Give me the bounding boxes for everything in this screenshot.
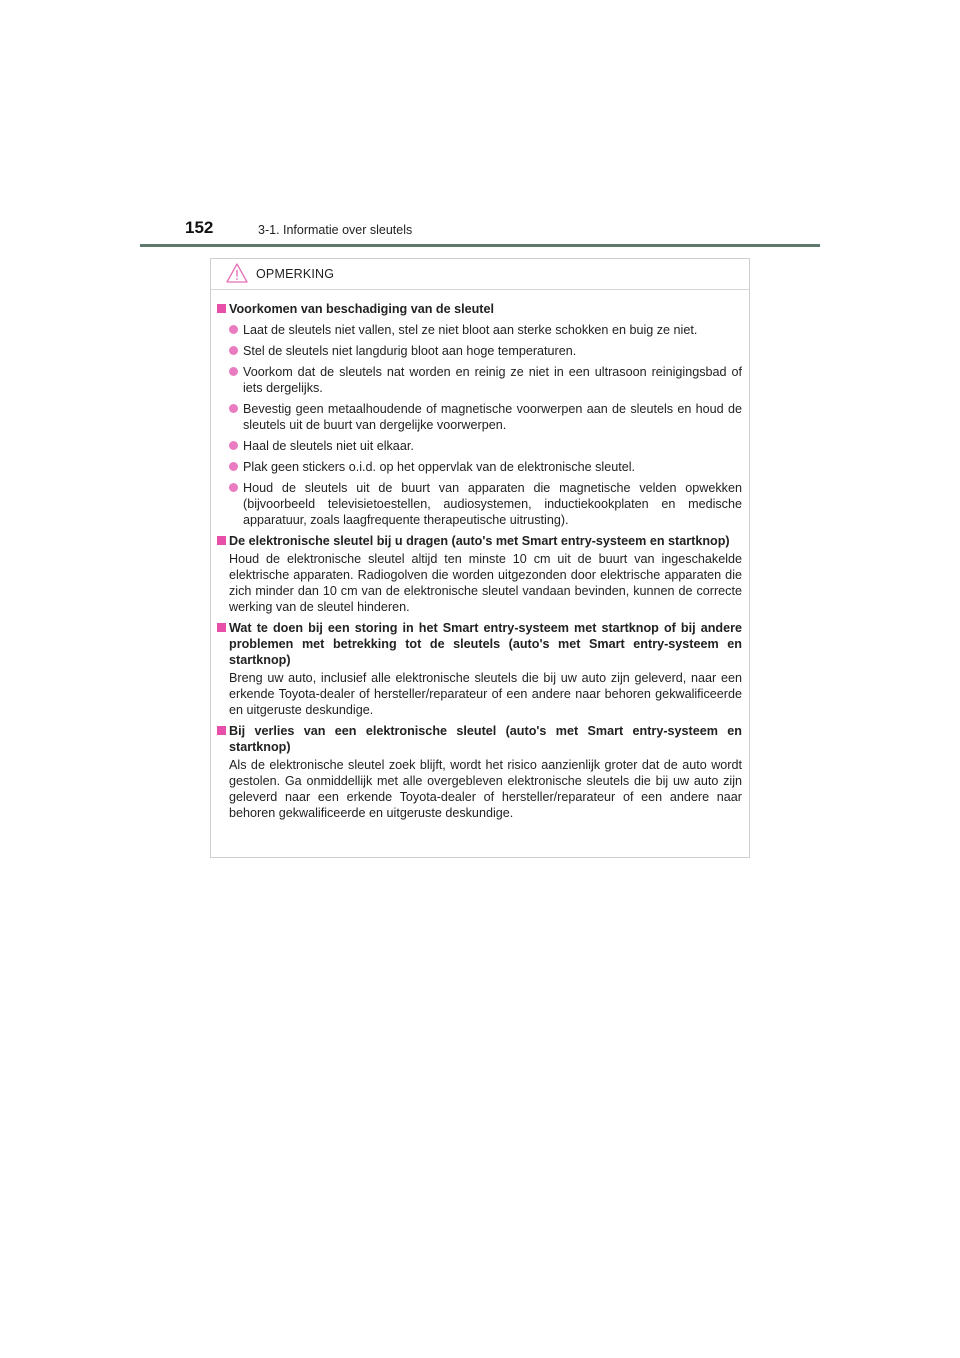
list-item: Plak geen stickers o.i.d. op het oppervlak van de elektronische sleutel. bbox=[229, 459, 742, 475]
dot-bullet-icon bbox=[229, 483, 238, 492]
square-bullet-icon bbox=[217, 304, 226, 313]
section-text: Breng uw auto, inclusief alle elektronische sleutels die bij uw auto zijn geleverd, naar een erkende Toyota-dealer of hersteller/reparateur of een andere naar behoren gekwalificeerde en uitgeruste deskundige. bbox=[229, 671, 742, 717]
dot-bullet-icon bbox=[229, 346, 238, 355]
dot-bullet-icon bbox=[229, 367, 238, 376]
header-rule bbox=[140, 244, 820, 247]
section-heading: Voorkomen van beschadiging van de sleutel bbox=[229, 302, 495, 316]
list-item: Haal de sleutels niet uit elkaar. bbox=[229, 438, 742, 454]
square-bullet-icon bbox=[217, 726, 226, 735]
square-bullet-icon bbox=[217, 536, 226, 545]
dot-bullet-icon bbox=[229, 325, 238, 334]
notice-content bbox=[211, 290, 749, 821]
notice-header bbox=[211, 259, 749, 290]
list-item: Voorkom dat de sleutels nat worden en reinig ze niet in een ultrasoon reinigingsbad of iets dergelijks. bbox=[229, 364, 742, 396]
dot-bullet-icon bbox=[229, 441, 238, 450]
dot-bullet-icon bbox=[229, 404, 238, 413]
section-text: Als de elektronische sleutel zoek blijft, wordt het risico aanzienlijk groter dat de auto wordt gestolen. Ga onmiddellijk met alle overgebleven elektronische sleutels die bij uw auto zijn geleverd naar een erkende Toyota-dealer of hersteller/reparateur of een andere naar behoren gekwalificeerde en uitgeruste deskundige. bbox=[229, 758, 742, 820]
section-title: 3-1. Informatie over sleutels bbox=[258, 223, 413, 237]
section-text: Houd de elektronische sleutel altijd ten minste 10 cm uit de buurt van ingeschakelde elektrische apparaten. Radiogolven die worden uitgezonden door elektrische apparaten die zich minder dan 10 cm van de elektronische sleutel vandaan bevinden, kunnen de correcte werking van de sleutel hinderen. bbox=[229, 552, 742, 614]
notice-section bbox=[217, 723, 742, 821]
list-item: Bevestig geen metaalhoudende of magnetische voorwerpen aan de sleutels en houd de sleutels uit de buurt van dergelijke voorwerpen. bbox=[229, 401, 742, 433]
page-header bbox=[140, 214, 820, 246]
square-bullet-icon bbox=[217, 623, 226, 632]
list-item: Laat de sleutels niet vallen, stel ze niet bloot aan sterke schokken en buig ze niet. bbox=[229, 322, 742, 338]
notice-section bbox=[217, 620, 742, 718]
notice-box bbox=[210, 258, 750, 858]
notice-section bbox=[217, 533, 742, 615]
notice-section bbox=[217, 301, 742, 528]
section-heading: De elektronische sleutel bij u dragen (auto's met Smart entry-systeem en startknop) bbox=[229, 534, 730, 548]
page-number: 152 bbox=[185, 218, 214, 237]
dot-bullet-icon bbox=[229, 462, 238, 471]
list-item: Houd de sleutels uit de buurt van apparaten die magnetische velden opwekken (bijvoorbeeld televisietoestellen, audiosystemen, inductiekookplaten en medische apparatuur, zoals laagfrequente therapeutische uitrusting). bbox=[229, 480, 742, 528]
section-heading: Wat te doen bij een storing in het Smart entry-systeem met startknop of bij andere problemen met betrekking tot de sleutels (auto's met Smart entry-systeem en startknop) bbox=[229, 621, 742, 667]
warning-triangle-icon bbox=[226, 263, 248, 283]
section-heading: Bij verlies van een elektronische sleutel (auto's met Smart entry-systeem en startknop) bbox=[229, 724, 742, 754]
notice-title: OPMERKING bbox=[256, 267, 335, 281]
list-item: Stel de sleutels niet langdurig bloot aan hoge temperaturen. bbox=[229, 343, 742, 359]
